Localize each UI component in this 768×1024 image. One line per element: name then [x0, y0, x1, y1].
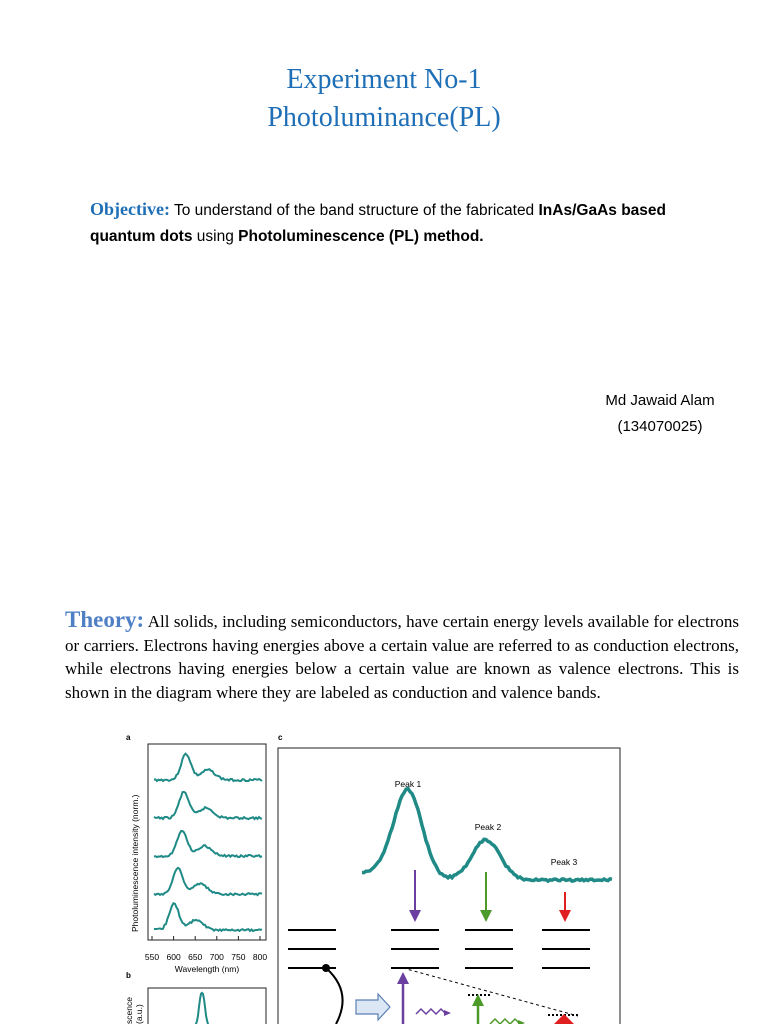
panel-b-y-label-2: (a.u.) — [134, 1004, 144, 1024]
x-tick-label: 700 — [209, 952, 224, 962]
purple-wave — [416, 1009, 445, 1014]
panel-c-spectrum — [362, 789, 612, 882]
peak-1-label: Peak 1 — [394, 779, 422, 789]
objective-bold-1: InAs/GaAs based quantum dots — [90, 202, 666, 245]
spectrum-line — [154, 868, 262, 895]
peak-2-label: Peak 2 — [474, 822, 502, 832]
x-tick-label: 750 — [231, 952, 246, 962]
pl-figure — [118, 732, 630, 1024]
panel-a-x-label: Wavelength (nm) — [174, 964, 240, 974]
objective-text-1: To understand of the band structure of the fabricated — [174, 202, 535, 219]
peak-2-arrow — [480, 872, 492, 922]
dashed-slope — [403, 968, 578, 1016]
panel-a-y-label: Photoluminescence intensity (norm.) — [130, 794, 140, 932]
peak-3-label: Peak 3 — [550, 857, 578, 867]
spectrum-line — [154, 831, 262, 857]
objective-bold-2: Photoluminescence (PL) method. — [238, 228, 484, 245]
spectrum-line — [154, 903, 262, 931]
theory-text: All solids, including semiconductors, have certain energy levels available for electrons or carriers. Electrons having energies above a certain value are referred to as conduction electrons, while electrons having energies below a certain value are known as valence electrons. This is shown in the diagram where they are labeled as conduction and valence bands. — [65, 612, 740, 702]
x-tick-label: 800 — [252, 952, 268, 962]
theory-paragraph — [65, 608, 739, 704]
x-tick-label: 550 — [144, 952, 160, 962]
purple-up-arrow — [397, 972, 409, 1024]
panel-c-frame — [278, 748, 620, 1024]
transfer-arrow-icon — [356, 994, 390, 1020]
panel-b-letter: b — [126, 971, 131, 980]
x-tick-label: 600 — [166, 952, 181, 962]
green-wave — [490, 1019, 519, 1024]
title-line-2: Photoluminance(PL) — [267, 102, 501, 133]
theory-label: Theory: — [65, 607, 145, 632]
title-line-1: Experiment No-1 — [286, 64, 482, 95]
spectrum-line — [154, 754, 262, 781]
panel-b-y-label: scence — [124, 997, 134, 1024]
panel-a-letter: a — [126, 733, 131, 742]
green-up-arrow — [472, 994, 484, 1024]
objective-paragraph — [90, 196, 730, 250]
purple-wave-head — [444, 1010, 451, 1016]
x-tick-label: 650 — [188, 952, 203, 962]
objective-text-2: using — [196, 228, 234, 245]
panel-c-letter: c — [278, 733, 283, 742]
peak-3-arrow — [559, 892, 571, 922]
green-wave-head — [518, 1020, 525, 1024]
spectrum-line — [154, 792, 262, 819]
author-block — [560, 388, 760, 440]
peak-1-arrow — [409, 870, 421, 922]
energy-levels — [288, 930, 590, 968]
pl-figure-svg — [118, 732, 630, 1024]
panel-a-frame — [148, 744, 266, 940]
panel-a-spectra — [154, 754, 262, 931]
panel-b-spectrum — [182, 993, 218, 1024]
objective-label: Objective: — [90, 199, 170, 219]
author-id: (134070025) — [617, 418, 703, 435]
curved-path — [326, 968, 343, 1024]
author-name: Md Jawaid Alam — [605, 392, 715, 409]
